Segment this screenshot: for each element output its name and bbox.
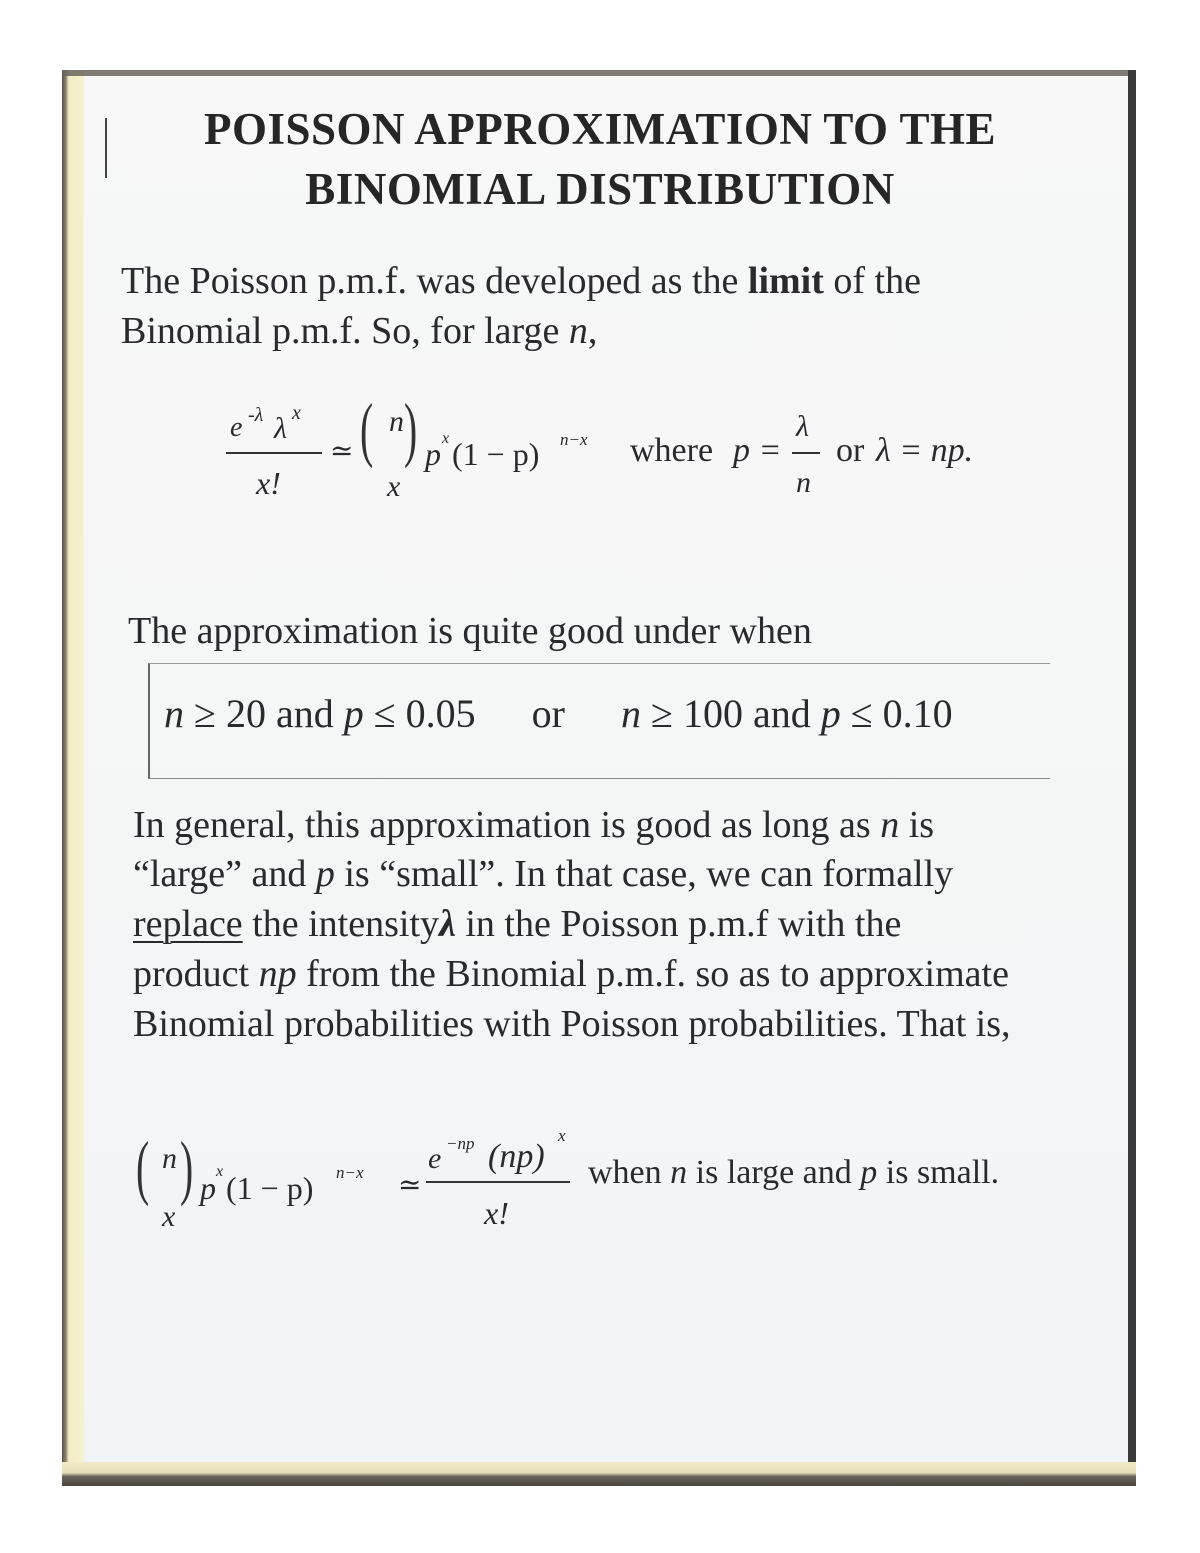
general-line-5: Binomial probabilities with Poisson probabilities. That is,: [133, 1003, 1011, 1045]
page-left-edge: [62, 70, 84, 1486]
general-line-3: replace the intensityλ in the Poisson p.m.f with the: [133, 903, 902, 945]
limit-word: limit: [747, 260, 824, 302]
title-line-2: BINOMIAL DISTRIBUTION: [305, 164, 895, 214]
intro-line-1: The Poisson p.m.f. was developed as the limit of the: [121, 260, 921, 302]
title-line-1: POISSON APPROXIMATION TO THE: [203, 104, 997, 154]
conditions-row: n ≥ 20 and p ≤ 0.05 or n ≥ 100 and p ≤ 0.10: [164, 691, 953, 736]
page-bottom-edge: [62, 1462, 1136, 1486]
general-line-2: “large” and p is “small”. In that case, we can formally: [133, 853, 954, 895]
intro-line-2: Binomial p.m.f. So, for large n,: [121, 310, 598, 352]
general-line-1: In general, this approximation is good as long as n is: [133, 804, 935, 846]
page-right-edge: [1128, 70, 1136, 1486]
replace-word: replace: [133, 903, 243, 945]
condition-intro: The approximation is quite good under when: [128, 610, 812, 652]
page-top-edge: [62, 70, 1136, 76]
general-line-4: product np from the Binomial p.m.f. so as to approximate: [133, 953, 1009, 995]
